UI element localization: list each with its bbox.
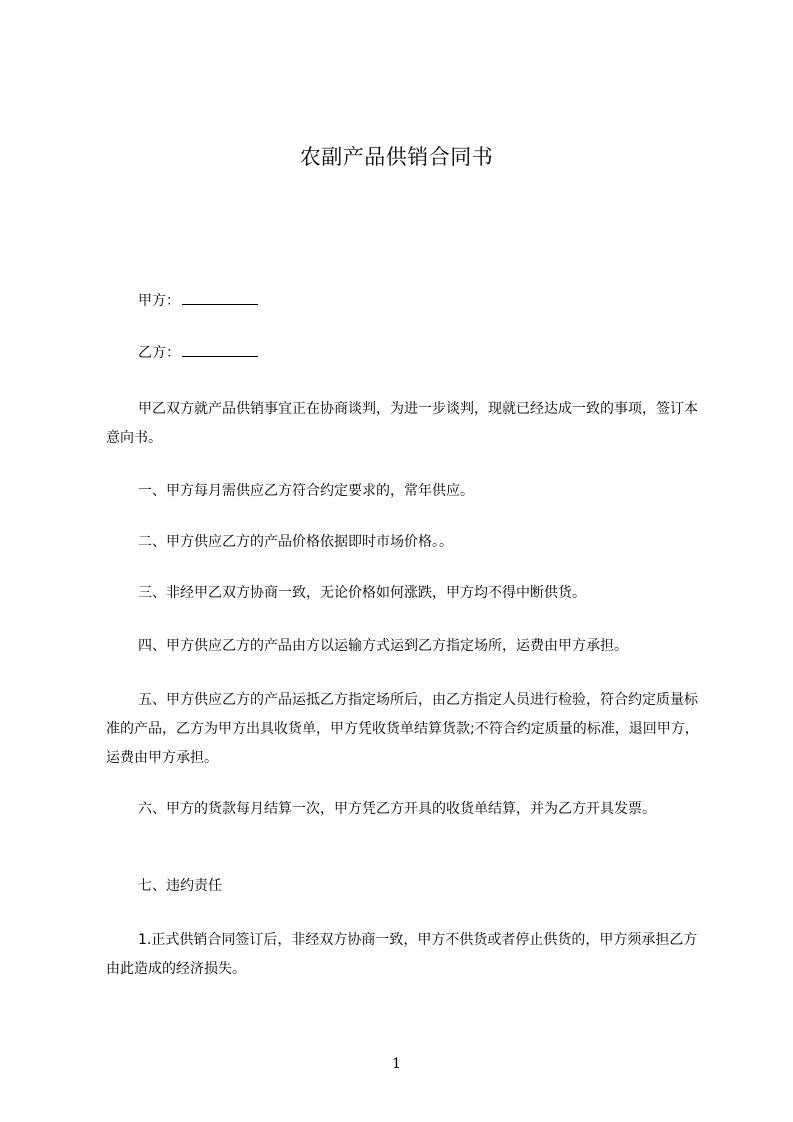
- page-number: 1: [392, 1056, 401, 1072]
- clause-6: 六、甲方的货款每月结算一次，甲方凭乙方开具的收货单结算，并为乙方开具发票。: [138, 801, 656, 817]
- intro-paragraph: 甲乙双方就产品供销事宜正在协商谈判，为进一步谈判，现就已经达成一致的事项，签订本意向书。: [106, 401, 698, 446]
- party-a-line: [106, 287, 700, 316]
- party-b-blank: [182, 343, 258, 357]
- clause-4: 四、甲方供应乙方的产品由方以运输方式运到乙方指定场所，运费由甲方承担。: [138, 638, 628, 654]
- party-a-blank: [182, 291, 258, 305]
- clause-2: 二、甲方供应乙方的产品价格依据即时市场价格。。: [138, 534, 453, 550]
- party-b-line: [106, 339, 700, 368]
- party-b-label: 乙方：: [138, 345, 180, 361]
- clause-7-item-1: 1.正式供销合同签订后，非经双方协商一致，甲方不供货或者停止供货的，甲方须承担乙方由此造成的经济损失。: [106, 932, 698, 977]
- clause-1: 一、甲方每月需供应乙方符合约定要求的，常年供应。: [138, 483, 474, 499]
- clause-7-heading: 七、违约责任: [138, 878, 222, 894]
- document-title: 农副产品供销合同书: [299, 145, 494, 169]
- clause-5: 五、甲方供应乙方的产品运抵乙方指定场所后，由乙方指定人员进行检验，符合约定质量标准的产品，乙方为甲方出具收货单，甲方凭收货单结算货款;不符合约定质量的标准，退回甲方，运费由甲方承担。: [106, 692, 699, 766]
- clause-3: 三、非经甲乙双方协商一致，无论价格如何涨跌，甲方均不得中断供货。: [138, 585, 586, 601]
- party-a-label: 甲方：: [138, 293, 180, 309]
